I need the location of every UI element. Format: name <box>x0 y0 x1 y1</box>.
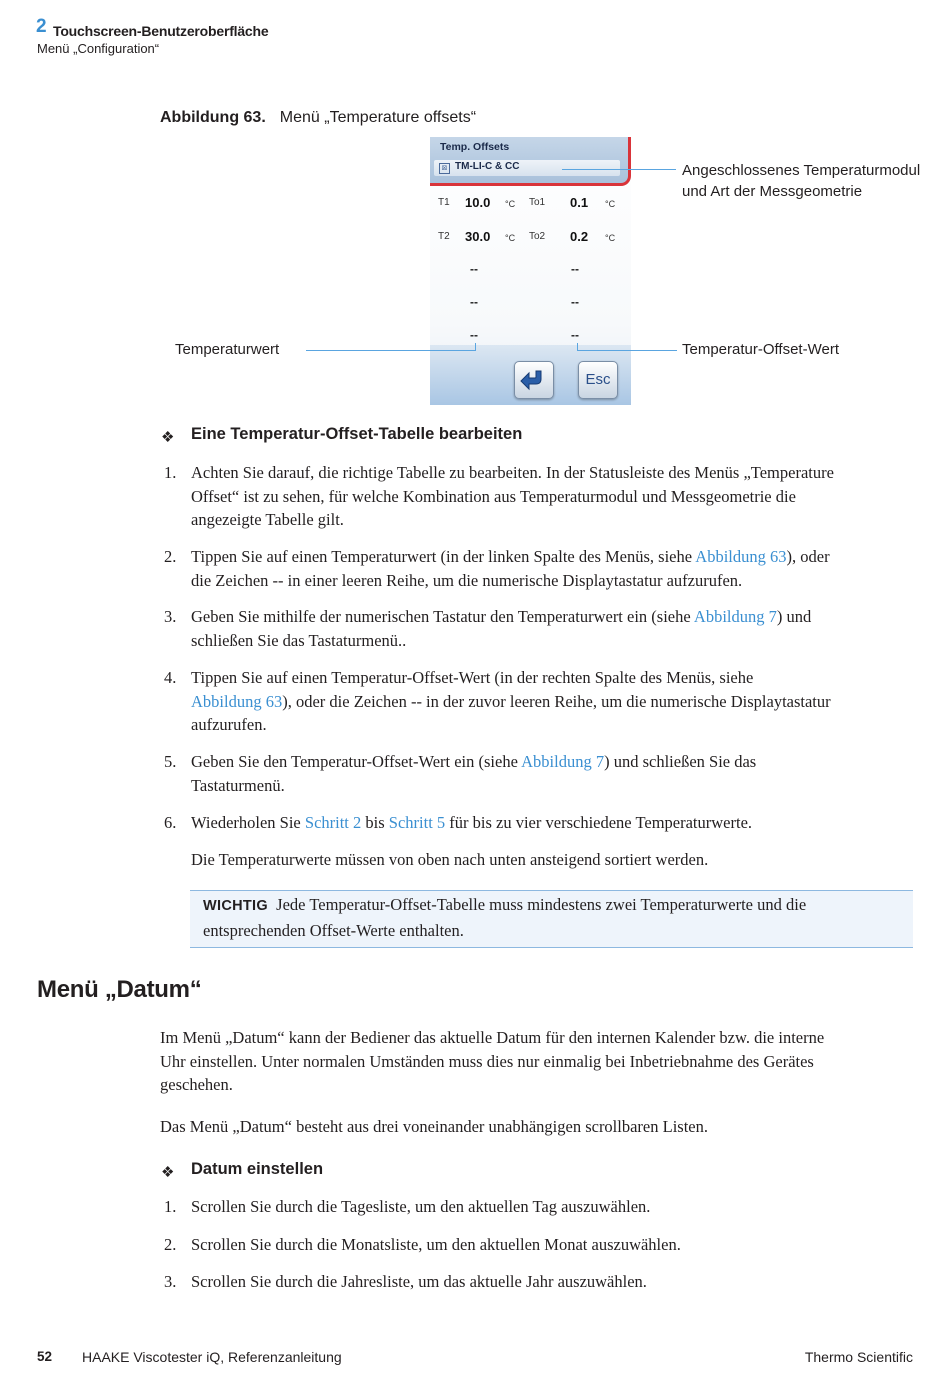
paragraph: Das Menü „Datum“ besteht aus drei voneinander unabhängigen scrollbaren Listen. <box>160 1117 708 1136</box>
t2-unit: °C <box>505 233 516 243</box>
t1-label: T1 <box>438 197 450 208</box>
text-span: für bis zu vier verschiedene Temperaturwerte. <box>445 813 753 832</box>
status-config: TM-LI-C & CC <box>455 161 520 172</box>
text-span: ) und <box>776 607 812 626</box>
document-title: HAAKE Viscotester iQ, Referenzanleitung <box>82 1349 342 1365</box>
text-span: Tippen Sie auf einen Temperaturwert (in der linken Spalte des Menüs, siehe <box>191 547 696 566</box>
section-title: Menü „Datum“ <box>37 976 202 1003</box>
leader-tick-temp <box>475 343 476 351</box>
text-span: ), oder <box>786 547 830 566</box>
step-text: Scrollen Sie durch die Monatsliste, um den aktuellen Monat auszuwählen. <box>191 1235 681 1254</box>
text-line: Tastaturmenü. <box>191 775 285 795</box>
empty-offset-2[interactable]: -- <box>571 295 579 309</box>
text-line: Achten Sie darauf, die richtige Tabelle zu bearbeiten. In der Statusleiste des Menüs „Temperature <box>191 463 834 482</box>
paragraph <box>160 1026 920 1097</box>
figure-label: Abbildung 63. <box>160 109 266 126</box>
text-line <box>191 690 921 714</box>
figure-link[interactable]: Abbildung 7 <box>521 752 605 771</box>
leader-line-offset <box>577 350 677 351</box>
text-span: ) und schließen Sie das <box>604 752 757 771</box>
text-line <box>191 605 921 629</box>
text-span: Geben Sie den Temperatur-Offset-Wert ein (siehe <box>191 752 522 771</box>
figure-link[interactable]: Abbildung 63 <box>695 547 787 566</box>
step-link[interactable]: Schritt 2 <box>304 813 362 832</box>
to2-unit: °C <box>605 233 616 243</box>
figure-caption <box>160 109 476 127</box>
procedure-heading: Datum einstellen <box>191 1160 324 1178</box>
note-text: Die Temperaturwerte müssen von oben nach unten ansteigend sortiert werden. <box>191 850 709 869</box>
back-arrow-icon <box>515 362 553 398</box>
text-span: ), oder die Zeichen -- in der zuvor leeren Reihe, um die numerische Displaytastatur <box>282 691 831 711</box>
section-header: Menü „Configuration“ <box>37 41 160 56</box>
bullet-diamond: ❖ <box>161 430 175 446</box>
text-line: geschehen. <box>160 1075 233 1094</box>
step-text <box>191 461 834 532</box>
callout-offset-value: Temperatur-Offset-Wert <box>682 341 839 358</box>
brand-name: Thermo Scientific <box>804 1349 913 1365</box>
back-button[interactable] <box>514 361 554 399</box>
text-line: Im Menü „Datum“ kann der Bediener das aktuelle Datum für den internen Kalender bzw. die interne <box>160 1028 825 1047</box>
step-text: Scrollen Sie durch die Tagesliste, um den aktuellen Tag auszuwählen. <box>191 1197 651 1216</box>
step-number: 6. <box>164 813 177 832</box>
t2-value[interactable]: 30.0 <box>465 229 491 244</box>
callout-module-line2: und Art der Messgeometrie <box>682 183 863 200</box>
to1-label: To1 <box>529 197 546 208</box>
figure-title: Menü „Temperature offsets“ <box>279 109 477 126</box>
callout-module-line1: Angeschlossenes Temperaturmodul <box>682 162 921 179</box>
step-text <box>191 750 921 797</box>
step-text <box>191 666 921 737</box>
bullet-diamond: ❖ <box>161 1165 175 1181</box>
to2-label: To2 <box>529 231 546 242</box>
step-number: 1. <box>164 463 177 482</box>
step-number: 1. <box>164 1197 177 1216</box>
empty-offset-3[interactable]: -- <box>571 328 579 342</box>
step-number: 4. <box>164 668 177 687</box>
screen-title: Temp. Offsets <box>440 141 510 153</box>
figure-link[interactable]: Abbildung 7 <box>693 607 777 626</box>
page-number: 52 <box>37 1349 53 1364</box>
text-line: angezeigte Tabelle gilt. <box>191 510 344 529</box>
step-text <box>191 545 921 592</box>
step-text <box>191 811 921 835</box>
to1-value[interactable]: 0.1 <box>570 195 589 210</box>
step-text: Scrollen Sie durch die Jahresliste, um das aktuelle Jahr auszuwählen. <box>191 1272 647 1291</box>
step-number: 3. <box>164 1272 177 1291</box>
important-box <box>190 890 913 948</box>
text-line <box>203 893 908 919</box>
text-line <box>191 750 921 774</box>
empty-temp-2[interactable]: -- <box>470 295 478 309</box>
important-text: Jede Temperatur-Offset-Tabelle muss mindestens zwei Temperaturwerte und die <box>276 895 807 914</box>
callout-module <box>682 160 920 202</box>
to2-value[interactable]: 0.2 <box>570 229 589 244</box>
empty-offset-1[interactable]: -- <box>571 262 579 276</box>
status-bar <box>430 137 631 186</box>
text-span: Geben Sie mithilfe der numerischen Tastatur den Temperaturwert ein (siehe <box>191 607 694 626</box>
t2-label: T2 <box>438 231 450 242</box>
device-screen <box>430 137 631 405</box>
text-line: aufzurufen. <box>191 715 267 734</box>
text-span: bis <box>361 813 389 832</box>
status-config-row <box>434 160 620 176</box>
important-text: entsprechenden Offset-Werte enthalten. <box>203 920 464 940</box>
empty-temp-3[interactable]: -- <box>470 328 478 342</box>
leader-line-module <box>562 169 676 170</box>
text-line <box>191 545 921 569</box>
t1-value[interactable]: 10.0 <box>465 195 491 210</box>
step-link[interactable]: Schritt 5 <box>388 813 446 832</box>
leader-tick-offset <box>577 343 578 351</box>
figure-link[interactable]: Abbildung 63 <box>191 691 283 711</box>
chapter-number: 2 <box>36 16 47 37</box>
text-line: Offset“ ist zu sehen, für welche Kombination aus Temperaturmodul und Messgeometrie die <box>191 486 796 506</box>
text-line: schließen Sie das Tastaturmenü.. <box>191 630 407 650</box>
procedure-heading: Eine Temperatur-Offset-Tabelle bearbeiten <box>191 425 523 443</box>
leader-line-temp <box>306 350 476 351</box>
step-text <box>191 605 921 652</box>
callout-temp-value: Temperaturwert <box>175 341 280 358</box>
text-span: Wiederholen Sie <box>191 813 305 832</box>
important-label: WICHTIG <box>203 898 268 914</box>
chapter-title: Touchscreen-Benutzeroberfläche <box>53 23 269 39</box>
step-number: 3. <box>164 607 177 626</box>
empty-temp-1[interactable]: -- <box>470 262 478 276</box>
step-number: 5. <box>164 752 177 771</box>
text-line: Uhr einstellen. Unter normalen Umständen muss dies nur einmalig bei Inbetriebnahme des Gerätes <box>160 1051 814 1071</box>
probe-icon: ⊠ <box>439 163 450 174</box>
t1-unit: °C <box>505 199 516 209</box>
text-line: Tippen Sie auf einen Temperatur-Offset-Wert (in der rechten Spalte des Menüs, siehe <box>191 668 754 687</box>
text-line: die Zeichen -- in einer leeren Reihe, um die numerische Displaytastatur aufzurufen. <box>191 570 743 590</box>
to1-unit: °C <box>605 199 616 209</box>
step-number: 2. <box>164 547 177 566</box>
step-number: 2. <box>164 1235 177 1254</box>
esc-button[interactable]: Esc <box>578 361 618 399</box>
